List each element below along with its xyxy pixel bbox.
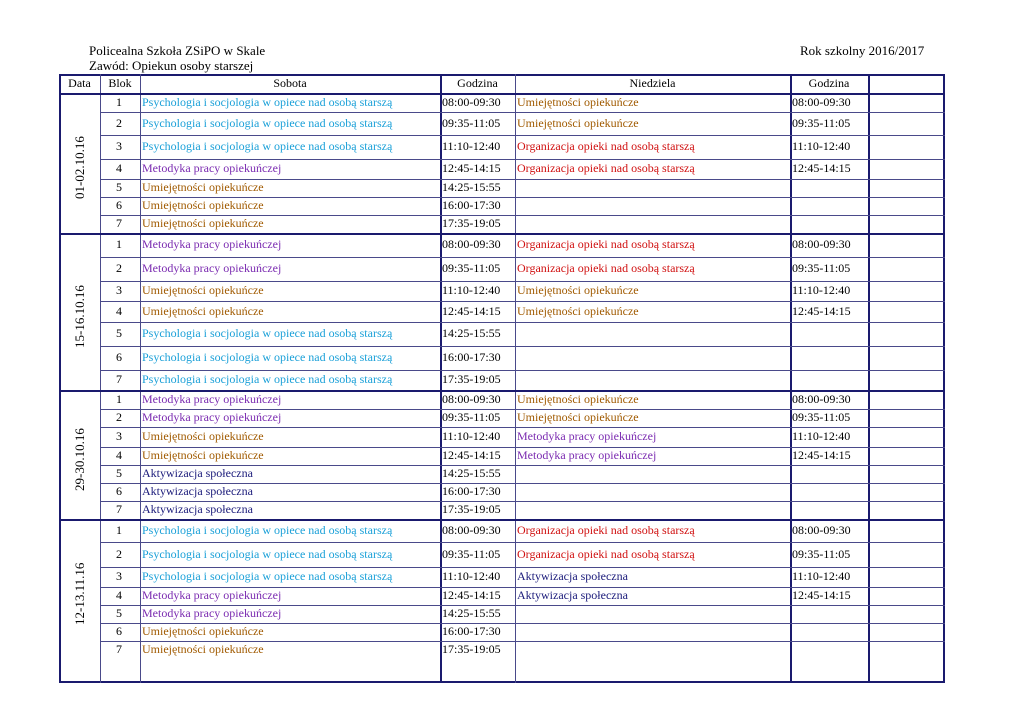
row-divider (100, 322, 945, 323)
weekend-date: 15-16.10.16 (72, 284, 87, 348)
blok-number: 6 (116, 198, 122, 212)
schedule-table (59, 74, 945, 683)
header-godzina-niedziela: Godzina (808, 76, 850, 90)
blok-number: 2 (116, 115, 122, 130)
saturday-time: 17:35-19:05 (442, 216, 501, 230)
column-divider (515, 74, 516, 683)
blok-number: 3 (116, 283, 122, 297)
sunday-subject: Organizacja opieki nad osobą starszą (517, 546, 695, 561)
sunday-time: 09:35-11:05 (792, 115, 851, 130)
sunday-time: 09:35-11:05 (792, 410, 851, 424)
blok-number: 3 (116, 429, 122, 443)
saturday-time: 09:35-11:05 (442, 115, 501, 130)
saturday-subject: Metodyka pracy opiekuńczej (142, 261, 282, 275)
sunday-subject: Organizacja opieki nad osobą starszą (517, 522, 695, 537)
sunday-time: 11:10-12:40 (792, 569, 851, 583)
row-divider (100, 567, 945, 568)
blok-number: 7 (116, 502, 122, 516)
blok-number: 4 (116, 161, 122, 175)
saturday-time: 17:35-19:05 (442, 641, 501, 656)
saturday-time: 12:45-14:15 (442, 303, 501, 318)
saturday-subject: Metodyka pracy opiekuńczej (142, 410, 282, 424)
table-border-right (943, 74, 945, 683)
saturday-time: 14:25-15:55 (442, 606, 501, 620)
sunday-subject: Metodyka pracy opiekuńczej (517, 429, 657, 443)
saturday-subject: Psychologia i socjologia w opiece nad osobą starszą (142, 139, 393, 153)
saturday-time: 14:25-15:55 (442, 180, 501, 194)
school-year: Rok szkolny 2016/2017 (800, 43, 925, 58)
blok-number: 2 (116, 546, 122, 561)
sunday-time: 09:35-11:05 (792, 261, 851, 275)
sunday-subject: Aktywizacja społeczna (517, 569, 628, 583)
saturday-subject: Psychologia i socjologia w opiece nad osobą starszą (142, 94, 393, 109)
blok-number: 3 (116, 569, 122, 583)
blok-number: 3 (116, 139, 122, 153)
row-divider (100, 281, 945, 282)
header-niedziela: Niedziela (629, 76, 676, 90)
saturday-subject: Metodyka pracy opiekuńczej (142, 606, 282, 620)
saturday-time: 09:35-11:05 (442, 546, 501, 561)
blok-number: 7 (116, 372, 122, 386)
saturday-time: 08:00-09:30 (442, 237, 501, 251)
table-border-bottom (59, 681, 945, 683)
saturday-subject: Umiejętności opiekuńcze (142, 180, 264, 194)
blok-number: 6 (116, 350, 122, 364)
row-divider (100, 257, 945, 258)
sunday-subject: Metodyka pracy opiekuńczej (517, 448, 657, 462)
row-divider (100, 301, 945, 302)
saturday-time: 08:00-09:30 (442, 94, 501, 109)
saturday-time: 11:10-12:40 (442, 283, 501, 297)
sunday-subject: Organizacja opieki nad osobą starszą (517, 237, 695, 251)
sunday-subject: Umiejętności opiekuńcze (517, 391, 639, 406)
saturday-time: 12:45-14:15 (442, 448, 501, 462)
saturday-time: 11:10-12:40 (442, 429, 501, 443)
header-blok: Blok (108, 76, 132, 90)
weekend-divider (59, 233, 945, 235)
sunday-time: 12:45-14:15 (792, 303, 851, 318)
row-divider (100, 135, 945, 136)
saturday-time: 16:00-17:30 (442, 484, 501, 498)
saturday-subject: Aktywizacja społeczna (142, 484, 253, 498)
header-godzina-sobota: Godzina (457, 76, 498, 90)
sunday-subject: Umiejętności opiekuńcze (517, 410, 639, 424)
blok-number: 7 (116, 641, 122, 656)
row-divider (100, 346, 945, 347)
sunday-time: 09:35-11:05 (792, 546, 851, 561)
blok-number: 6 (116, 484, 122, 498)
row-divider (100, 112, 945, 113)
blok-number: 1 (116, 237, 122, 251)
blok-number: 6 (116, 624, 122, 638)
blok-number: 2 (116, 410, 122, 424)
saturday-subject: Umiejętności opiekuńcze (142, 303, 264, 318)
saturday-subject: Psychologia i socjologia w opiece nad osobą starszą (142, 115, 393, 130)
sunday-time: 11:10-12:40 (792, 139, 851, 153)
saturday-subject: Psychologia i socjologia w opiece nad osobą starszą (142, 522, 393, 537)
row-divider (100, 427, 945, 428)
saturday-subject: Umiejętności opiekuńcze (142, 283, 264, 297)
sunday-subject: Organizacja opieki nad osobą starszą (517, 161, 695, 175)
sunday-time: 11:10-12:40 (792, 429, 851, 443)
sunday-subject: Organizacja opieki nad osobą starszą (517, 261, 695, 275)
row-divider (100, 370, 945, 371)
sunday-time: 08:00-09:30 (792, 237, 851, 251)
saturday-time: 11:10-12:40 (442, 569, 501, 583)
header-data: Data (68, 76, 91, 90)
column-divider (140, 74, 141, 683)
saturday-subject: Psychologia i socjologia w opiece nad osobą starszą (142, 372, 393, 386)
blok-number: 1 (116, 391, 122, 406)
saturday-subject: Aktywizacja społeczna (142, 502, 253, 516)
saturday-subject: Umiejętności opiekuńcze (142, 641, 264, 656)
sunday-time: 08:00-09:30 (792, 391, 851, 406)
school-name: Policealna Szkoła ZSiPO w Skale (89, 43, 266, 58)
saturday-time: 14:25-15:55 (442, 466, 501, 480)
saturday-subject: Psychologia i socjologia w opiece nad osobą starszą (142, 546, 393, 561)
table-border-top (59, 74, 945, 76)
sunday-time: 08:00-09:30 (792, 522, 851, 537)
blok-number: 5 (116, 180, 122, 194)
saturday-subject: Umiejętności opiekuńcze (142, 624, 264, 638)
saturday-subject: Metodyka pracy opiekuńczej (142, 588, 282, 602)
saturday-time: 16:00-17:30 (442, 624, 501, 638)
sunday-subject: Umiejętności opiekuńcze (517, 283, 639, 297)
saturday-subject: Psychologia i socjologia w opiece nad osobą starszą (142, 326, 393, 340)
blok-number: 1 (116, 94, 122, 109)
sunday-time: 12:45-14:15 (792, 588, 851, 602)
blok-number: 7 (116, 216, 122, 230)
blok-number: 5 (116, 606, 122, 620)
saturday-subject: Umiejętności opiekuńcze (142, 216, 264, 230)
weekend-date: 01-02.10.16 (72, 136, 87, 199)
blok-number: 1 (116, 522, 122, 537)
sunday-time: 12:45-14:15 (792, 448, 851, 462)
saturday-subject: Metodyka pracy opiekuńczej (142, 237, 282, 251)
saturday-time: 12:45-14:15 (442, 161, 501, 175)
sunday-subject: Umiejętności opiekuńcze (517, 303, 639, 318)
saturday-subject: Umiejętności opiekuńcze (142, 448, 264, 462)
saturday-subject: Psychologia i socjologia w opiece nad osobą starszą (142, 350, 393, 364)
saturday-time: 17:35-19:05 (442, 372, 501, 386)
saturday-time: 09:35-11:05 (442, 261, 501, 275)
sunday-time: 08:00-09:30 (792, 94, 851, 109)
blok-number: 4 (116, 303, 122, 318)
weekend-divider (59, 519, 945, 521)
row-divider (100, 542, 945, 543)
sunday-time: 12:45-14:15 (792, 161, 851, 175)
blok-number: 4 (116, 448, 122, 462)
saturday-time: 08:00-09:30 (442, 522, 501, 537)
blok-number: 4 (116, 588, 122, 602)
saturday-time: 14:25-15:55 (442, 326, 501, 340)
saturday-time: 16:00-17:30 (442, 350, 501, 364)
blok-number: 2 (116, 261, 122, 275)
blok-number: 5 (116, 466, 122, 480)
saturday-subject: Metodyka pracy opiekuńczej (142, 161, 282, 175)
sunday-subject: Umiejętności opiekuńcze (517, 115, 639, 130)
saturday-subject: Metodyka pracy opiekuńczej (142, 391, 282, 406)
profession-label: Zawód: Opiekun osoby starszej (89, 58, 254, 73)
saturday-time: 17:35-19:05 (442, 502, 501, 516)
saturday-time: 08:00-09:30 (442, 391, 501, 406)
saturday-time: 09:35-11:05 (442, 410, 501, 424)
column-divider (100, 74, 101, 683)
weekend-date: 29-30.10.16 (72, 427, 87, 491)
sunday-time: 11:10-12:40 (792, 283, 851, 297)
row-divider (100, 159, 945, 160)
saturday-subject: Psychologia i socjologia w opiece nad osobą starszą (142, 569, 393, 583)
sunday-subject: Organizacja opieki nad osobą starszą (517, 139, 695, 153)
weekend-date: 12-13.11.16 (72, 562, 87, 625)
saturday-time: 16:00-17:30 (442, 198, 501, 212)
header-sobota: Sobota (273, 76, 307, 90)
table-border-left (59, 74, 61, 683)
saturday-subject: Aktywizacja społeczna (142, 466, 253, 480)
saturday-subject: Umiejętności opiekuńcze (142, 429, 264, 443)
saturday-time: 12:45-14:15 (442, 588, 501, 602)
column-divider (868, 74, 870, 683)
sunday-subject: Umiejętności opiekuńcze (517, 94, 639, 109)
blok-number: 5 (116, 326, 122, 340)
saturday-time: 11:10-12:40 (442, 139, 501, 153)
sunday-subject: Aktywizacja społeczna (517, 588, 628, 602)
saturday-subject: Umiejętności opiekuńcze (142, 198, 264, 212)
